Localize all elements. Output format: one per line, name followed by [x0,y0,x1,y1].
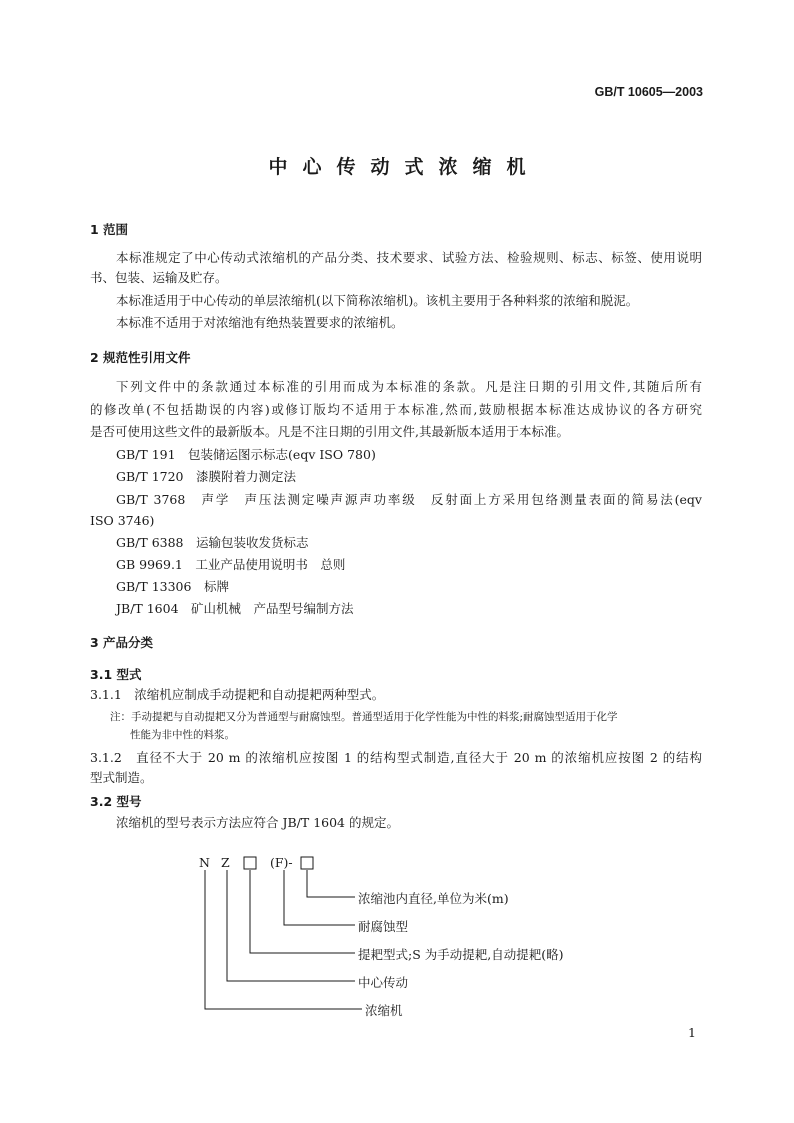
reference-item: GB/T 191 包装储运图示标志(eqv ISO 780) [116,447,376,462]
diagram-label: 浓缩池内直径,单位为米(m) [358,891,509,906]
s1-paragraph-2: 本标准适用于中心传动的单层浓缩机(以下简称浓缩机)。该机主要用于各种料浆的浓缩和脱泥。 [116,293,639,308]
section-1-heading: 1 范围 [90,222,129,237]
placeholder-box [301,857,313,869]
page-title: 中心传动式浓缩机 [268,156,541,178]
diagram-label: 提耙型式;S 为手动提耙,自动提耙(略) [358,947,564,962]
reference-item: JB/T 1604 矿山机械 产品型号编制方法 [116,601,354,616]
clause-3-2-text: 浓缩机的型号表示方法应符合 JB/T 1604 的规定。 [116,815,399,830]
clause-3-1-2-line-2: 型式制造。 [90,770,153,785]
note-line-2: 性能为非中性的料浆。 [130,729,235,741]
letter-n: N [199,855,210,870]
letter-f: (F)- [270,855,293,870]
clause-3-1-2-line-1: 3.1.2 直径不大于 20 m 的浓缩机应按图 1 的结构型式制造,直径大于 20 m 的浓缩机应按图 2 的结构 [90,750,702,765]
reference-item: GB/T 6388 运输包装收发货标志 [116,535,309,550]
clause-3-1-1: 3.1.1 浓缩机应制成手动提耙和自动提耙两种型式。 [90,687,385,702]
note-line-1: 注：手动提耙与自动提耙又分为普通型与耐腐蚀型。普通型适用于化学性能为中性的料浆;耐腐蚀型适用于化学 [110,711,618,723]
reference-item: GB 9969.1 工业产品使用说明书 总则 [116,557,346,572]
placeholder-box [244,857,256,869]
letter-z: Z [221,855,230,870]
leader-line [307,870,355,897]
s2-paragraph-line-1: 下列文件中的条款通过本标准的引用而成为本标准的条款。凡是注日期的引用文件,其随后所有 [116,379,702,394]
diagram-label: 耐腐蚀型 [358,919,409,934]
diagram-label: 浓缩机 [365,1003,403,1018]
page-number: 1 [688,1025,696,1040]
s1-paragraph-3: 本标准不适用于对浓缩池有绝热装置要求的浓缩机。 [116,315,404,330]
section-3-heading: 3 产品分类 [90,635,154,650]
s1-paragraph-1-line-2: 书、包装、运输及贮存。 [90,270,228,285]
s2-paragraph-line-2: 的修改单(不包括勘误的内容)或修订版均不适用于本标准,然而,鼓励根据本标准达成协议的各方研究 [90,402,702,417]
reference-item: GB/T 3768 声学 声压法测定噪声源声功率级 反射面上方采用包络测量表面的简易法(eqv [116,492,702,507]
reference-item: GB/T 1720 漆膜附着力测定法 [116,469,297,484]
section-2-heading: 2 规范性引用文件 [90,350,191,365]
reference-item: GB/T 13306 标牌 [116,579,229,594]
s1-paragraph-1-line-1: 本标准规定了中心传动式浓缩机的产品分类、技术要求、试验方法、检验规则、标志、标签、使用说明 [116,250,702,265]
subsection-3-2-heading: 3.2 型号 [90,794,142,809]
standard-number: GB/T 10605—2003 [594,85,703,99]
leader-line [250,870,355,953]
subsection-3-1-heading: 3.1 型式 [90,667,142,682]
reference-item-continuation: ISO 3746) [90,513,155,528]
diagram-label: 中心传动 [358,975,409,990]
s2-paragraph-line-3: 是否可使用这些文件的最新版本。凡是不注日期的引用文件,其最新版本适用于本标准。 [90,424,569,439]
